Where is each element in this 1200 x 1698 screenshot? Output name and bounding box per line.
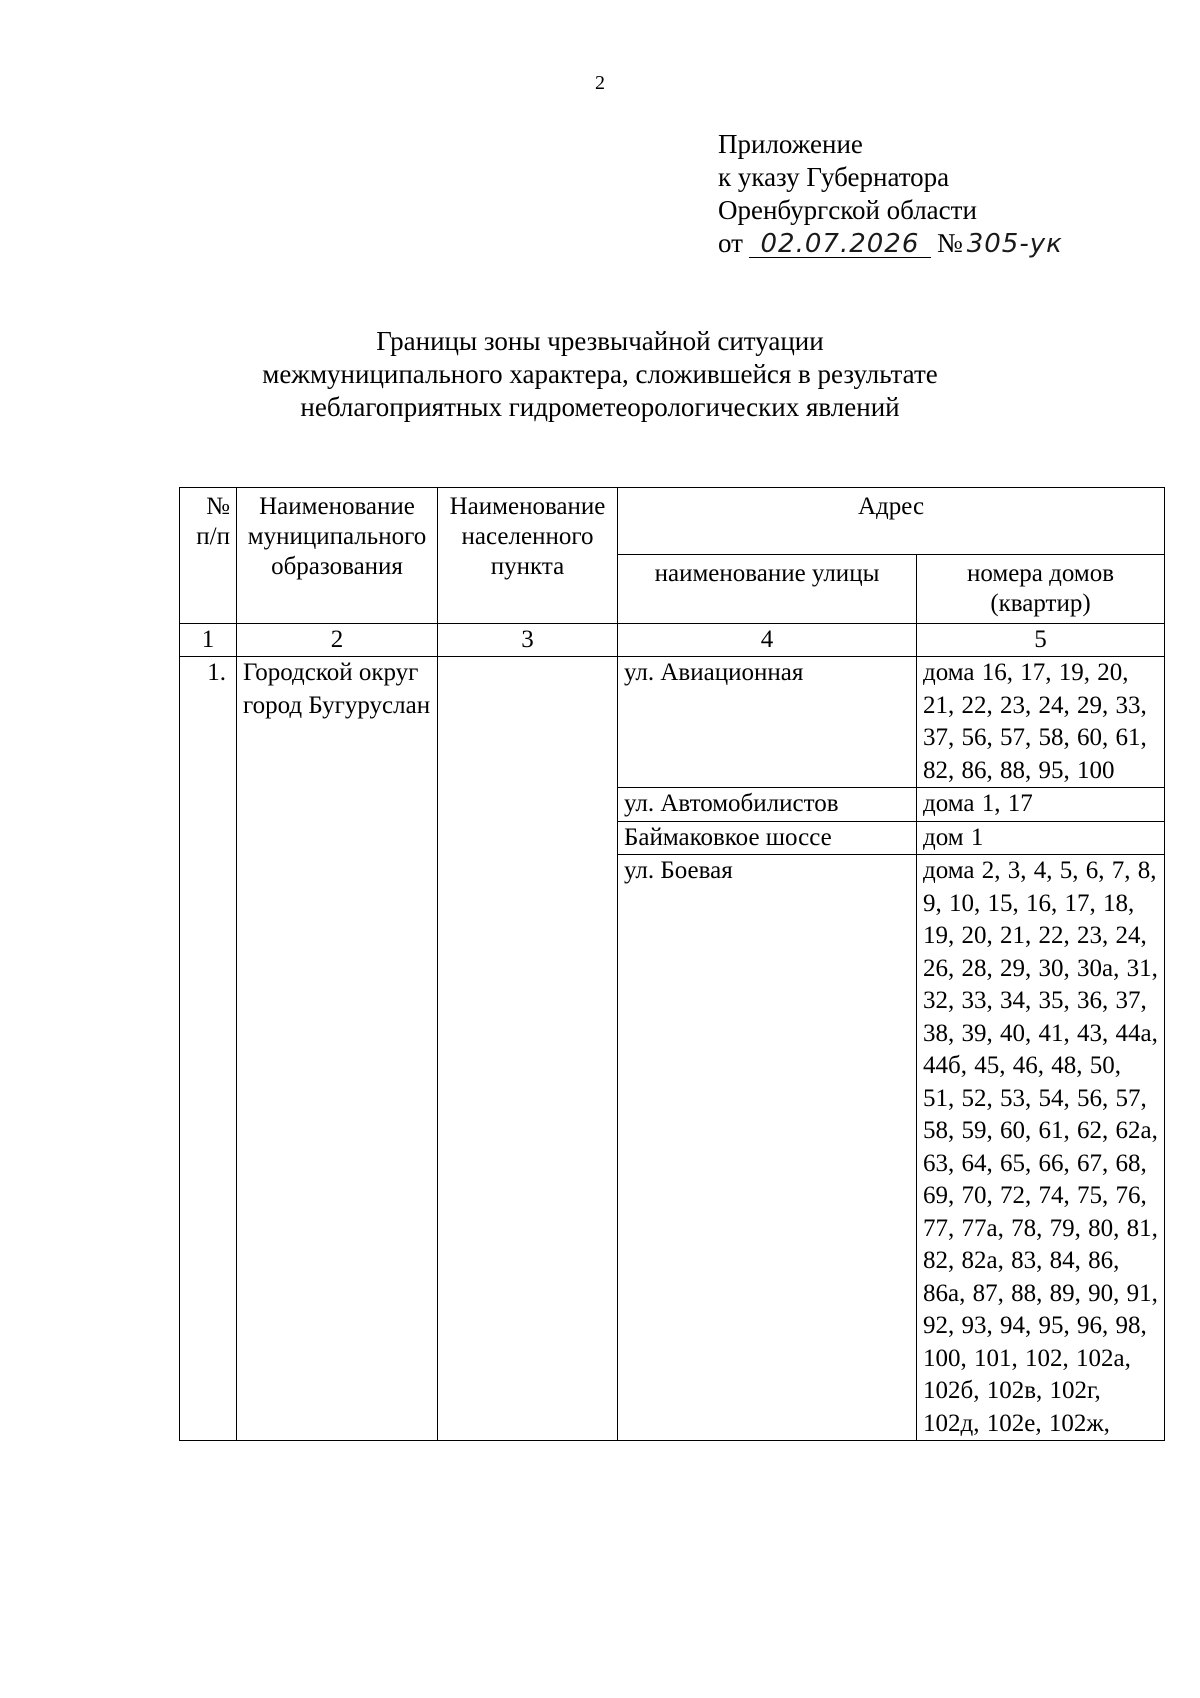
appendix-line-2: к указу Губернатора xyxy=(718,162,950,192)
column-number-4: 4 xyxy=(618,624,917,657)
header-municipality: Наименование муниципального образования xyxy=(237,488,438,624)
house-numbers: дома 1, 17 xyxy=(917,788,1165,822)
title-line-1: Границы зоны чрезвычайной ситуации xyxy=(376,326,824,356)
appendix-line-1: Приложение xyxy=(718,129,863,159)
house-numbers: дома 16, 17, 19, 20, 21, 22, 23, 24, 29, 33, 37, 56, 57, 58, 60, 61, 82, 86, 88, 95, 100 xyxy=(917,657,1165,788)
column-number-3: 3 xyxy=(438,624,618,657)
handwritten-number: 305-ук xyxy=(966,229,1063,259)
column-number-1: 1 xyxy=(180,624,237,657)
street-name: ул. Авиационная xyxy=(618,657,917,788)
column-number-2: 2 xyxy=(237,624,438,657)
column-number-5: 5 xyxy=(917,624,1165,657)
entry-settlement xyxy=(438,657,618,1441)
appendix-date-number-line xyxy=(718,227,1063,261)
street-name: ул. Боевая xyxy=(618,855,917,1441)
header-houses: номера домов (квартир) xyxy=(917,555,1165,624)
table-header-row-1 xyxy=(180,488,1165,555)
street-name: Баймаковкое шоссе xyxy=(618,821,917,855)
page-number: 2 xyxy=(595,72,605,94)
document-title xyxy=(0,325,1200,424)
handwritten-date: 02.07.2026 xyxy=(749,231,931,258)
header-num: № п/п xyxy=(180,488,237,624)
zone-boundaries-table xyxy=(179,487,1165,1441)
house-numbers: дом 1 xyxy=(917,821,1165,855)
title-line-2: межмуниципального характера, сложившейся в результате xyxy=(262,359,938,389)
entry-municipality: Городской округ город Бугуруслан xyxy=(237,657,438,1441)
house-numbers: дома 2, 3, 4, 5, 6, 7, 8, 9, 10, 15, 16, 17, 18, 19, 20, 21, 22, 23, 24, 26, 28, 29, 30, 30а, 31, 32, 33, 34, 35, 36, 37, 38, 39, 40, 41, 43, 44а, 44б, 45, 46, 48, 50, 51, 52, 53, 54, 56, 57, 58, 59, 60, 61, 62, 62а, 63, 64, 65, 66, 67, 68, 69, 70, 72, 74, 75, 76, 77, 77а, 78, 79, 80, 81, 82, 82а, 83, 84, 86, 86а, 87, 88, 89, 90, 91, 92, 93, 94, 95, 96, 98, 100, 101, 102, 102а, 102б, 102в, 102г, 102д, 102е, 102ж, xyxy=(917,855,1165,1441)
title-line-3: неблагоприятных гидрометеорологических явлений xyxy=(300,392,900,422)
header-street: наименование улицы xyxy=(618,555,917,624)
appendix-block xyxy=(718,128,1063,261)
table-row xyxy=(180,657,1165,788)
entry-number: 1. xyxy=(180,657,237,1441)
date-prefix: от xyxy=(718,228,743,258)
header-settlement: Наименование населенного пункта xyxy=(438,488,618,624)
header-address: Адрес xyxy=(618,488,1165,555)
appendix-line-3: Оренбургской области xyxy=(718,195,977,225)
number-prefix: № xyxy=(936,228,963,258)
column-number-row xyxy=(180,624,1165,657)
street-name: ул. Автомобилистов xyxy=(618,788,917,822)
